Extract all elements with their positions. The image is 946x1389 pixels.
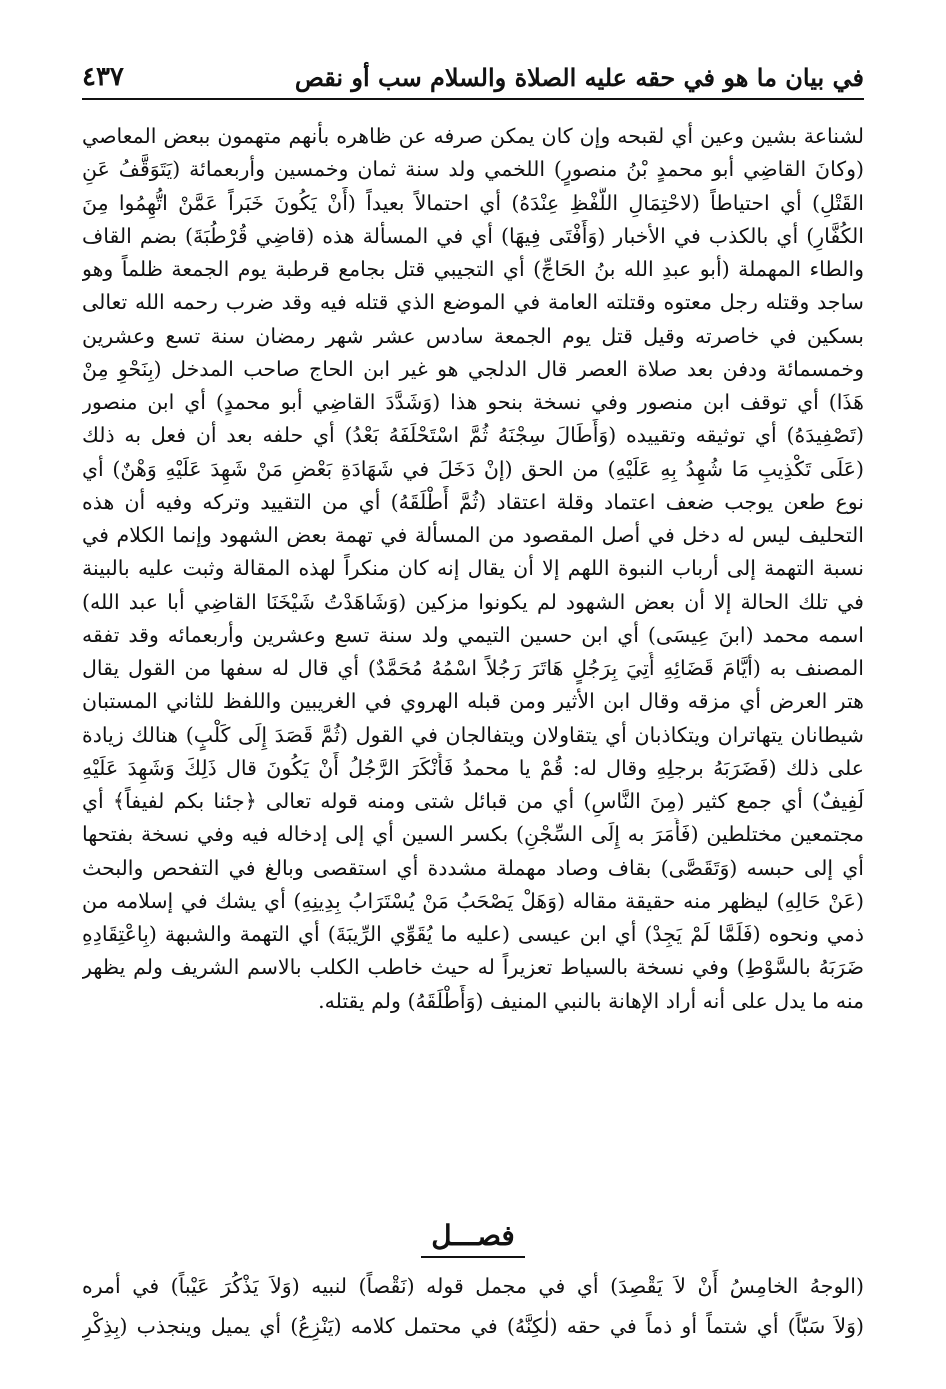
text-line: (الوجهُ الخامِسُ أَنْ لاَ يَقْصِدَ) أي في مجمل قوله (نَقْصاً) لنبيه (وَلاَ يَذْكُرَ عَيْباً) في أمره	[82, 1274, 864, 1298]
text-line: وخمسمائة ودفن بعد صلاة العصر قال الدلجي هو غير ابن الحاج صاحب المدخل (بِنَحْوِ مِنْ	[82, 356, 864, 381]
text-line: (عَنْ حَالِهِ) ليظهر منه حقيقة مقاله (وَهَلْ يَصْحَبُ مَنْ يُسْتَرَابُ بِدِينِهِ) أي يشك في إسلامه من	[82, 888, 864, 913]
body-text	[82, 120, 864, 1018]
text-line: شيطانان يتهاتران ويتكاذبان أي يتقاولان ويتفالجان في القول (ثُمَّ قَصَدَ إِلَى كَلْبٍ) هنالك زيادة	[82, 722, 864, 747]
text-line: لَفِيفٌ) أي جمع كثير (مِنَ النَّاسِ) أي من قبائل شتى ومنه قوله تعالى ﴿جئنا بكم لفيفاً﴾ أي	[82, 789, 864, 813]
text-line: (عَلَى تَكْذِيبِ مَا شُهِدُ بِهِ عَلَيْهِ) من الحق (إنْ دَخَلَ في شَهَادَةِ بَعْضِ مَنْ شَهِدَ عَلَيْهِ وَهْنٌ) أي	[82, 456, 864, 481]
page-header	[82, 52, 864, 100]
text-line: (وكانَ القاضِي أبو محمدٍ بْنُ منصورٍ) اللخمي ولد سنة ثمان وخمسين وأربعمائة (يَتَوَقَّفُ عَنِ	[82, 157, 864, 182]
text-line: مجتمعين مختلطين (فَأَمَرَ به إِلَى السِّجْنِ) بكسر السين أي إلى إدخاله فيه وفي نسخة بفتحها	[82, 822, 864, 847]
text-line: المصنف به (أيَّامَ قَضَائِهِ أُتِيَ بِرَجُلٍ هَاتَرَ رَجُلاً اسْمُهُ مُحَمَّدٌ) أي قال له سفها من القول يقال	[82, 656, 864, 680]
text-line: التحليف ليس له دخل في أصل المقصود من المسألة في تهمة بعض الشهود وإنما الكلام في	[82, 523, 864, 547]
text-line: نسبة التهمة إلى أرباب النبوة اللهم إلا أن يقال إنه كان منكراً لهذه المقالة وثبت عليه بالبينة	[82, 556, 864, 581]
text-line: ضَرَبَهُ بالسَّوْطِ) وفي نسخة بالسياط تعزيراً له حيث خاطب الكلب بالاسم الشريف ولم يظهر	[82, 955, 864, 980]
text-line: والطاء المهملة (أبو عبدِ الله بنُ الحَاجِّ) أي التجيبي قتل بجامع قرطبة يوم الجمعة ظلماً وهو	[82, 257, 864, 281]
text-line: اسمه محمد (ابنَ عِيسَى) أي ابن حسين التيمي ولد سنة تسع وعشرين وأربعمائه وقد تفقه	[82, 622, 864, 647]
text-line: أي إلى حبسه (وَتَقَصَّى) بقاف وصاد مهملة مشددة أي استقصى وبالغ في التفحص والبحث	[82, 855, 864, 880]
text-line: (وَلاَ سَبّاً) أي شتماً أو ذماً في حقه (لٰكِنَّهُ) في محتمل كلامه (يَنْزِعُ) أي يميل وينجذب (بِذِكْرِ	[82, 1314, 864, 1338]
section-heading-wrap	[82, 1218, 864, 1258]
text-line: الكُفَّارِ) أي بالكذب في الأخبار (وَأَفْتَى فِيهَا) أي في المسألة هذه (قاضِي قُرْطُبَةَ) بضم القاف	[82, 223, 864, 248]
section-heading: فصـــل	[421, 1218, 524, 1258]
running-title: في بيان ما هو في حقه عليه الصلاة والسلام سب أو نقص	[294, 63, 864, 92]
text-line: القَتْلِ) أي احتياطاً (لاحْتِمَالِ اللَّفْظِ عِنْدَهُ) أي احتمالاً بعيداً (أَنْ يَكُونَ خَبَراً عَمَّنْ اتُّهِمُوا مِنَ	[82, 190, 864, 215]
text-line: نوع طعن يوجب ضعف اعتماد وقلة اعتقاد (ثُمَّ أَطْلَقَهُ) أي من التقييد وتركه وفيه أن هذه	[82, 489, 864, 514]
text-line: ذمي ونحوه (فَلَمَّا لَمْ يَجِدْ) أي ابن عيسى (عليه ما يُقَوِّي الرِّيبَةَ) أي التهمة والشبهة (بِاعْتِقَادِهِ	[82, 922, 864, 946]
page-number: ٤٣٧	[82, 62, 124, 92]
text-line: هتر العرض أي مزقه وقال ابن الأثير ومن قبله الهروي في الغريبين واللفظ للثاني المستبان	[82, 689, 864, 714]
text-line: في تلك الحالة إلا أن بعض الشهود لم يكونوا مزكين (وَشَاهَدْتُ شَيْخَنَا القاضِي أبا عبد الله)	[82, 589, 864, 614]
text-line: (تَصْفِيدَهُ) أي توثيقه وتقييده (وَأَطَالَ سِجْنَهُ ثُمَّ اسْتَحْلَفَهُ بَعْدُ) أي حلفه بعد أن فعل به ذلك	[82, 423, 864, 448]
section-text	[82, 1266, 864, 1346]
text-line: لشناعة بشين وعين أي لقبحه وإن كان يمكن صرفه عن ظاهره بأنهم متهمون ببعض المعاصي	[82, 124, 864, 148]
text-line: ساجد وقتله رجل معتوه وقتلته العامة في الموضع الذي قتله فيه وقد ضرب رحمه الله تعالى	[82, 290, 864, 315]
text-line: على ذلك (فَضَرَبَهُ برجلِهِ وقال له: قُمْ يا محمدُ فَأَنْكَرَ الرَّجُلُ أَنْ يَكُونَ قال ذَلِكَ وَشَهِدَ عَلَيْهِ	[82, 755, 864, 780]
text-line: هَذَا) أي توقف ابن منصور وفي نسخة بنحو هذا (وَشَدَّدَ القاضِي أبو محمدٍ) أي ابن منصور	[82, 390, 864, 414]
text-line: بسكين في خاصرته وقيل قتل يوم الجمعة سادس عشر شهر رمضان سنة تسع وعشرين	[82, 323, 864, 348]
text-line: منه ما يدل على أنه أراد الإهانة بالنبي المنيف (وَأَطْلَقَهُ) ولم يقتله.	[318, 988, 864, 1013]
